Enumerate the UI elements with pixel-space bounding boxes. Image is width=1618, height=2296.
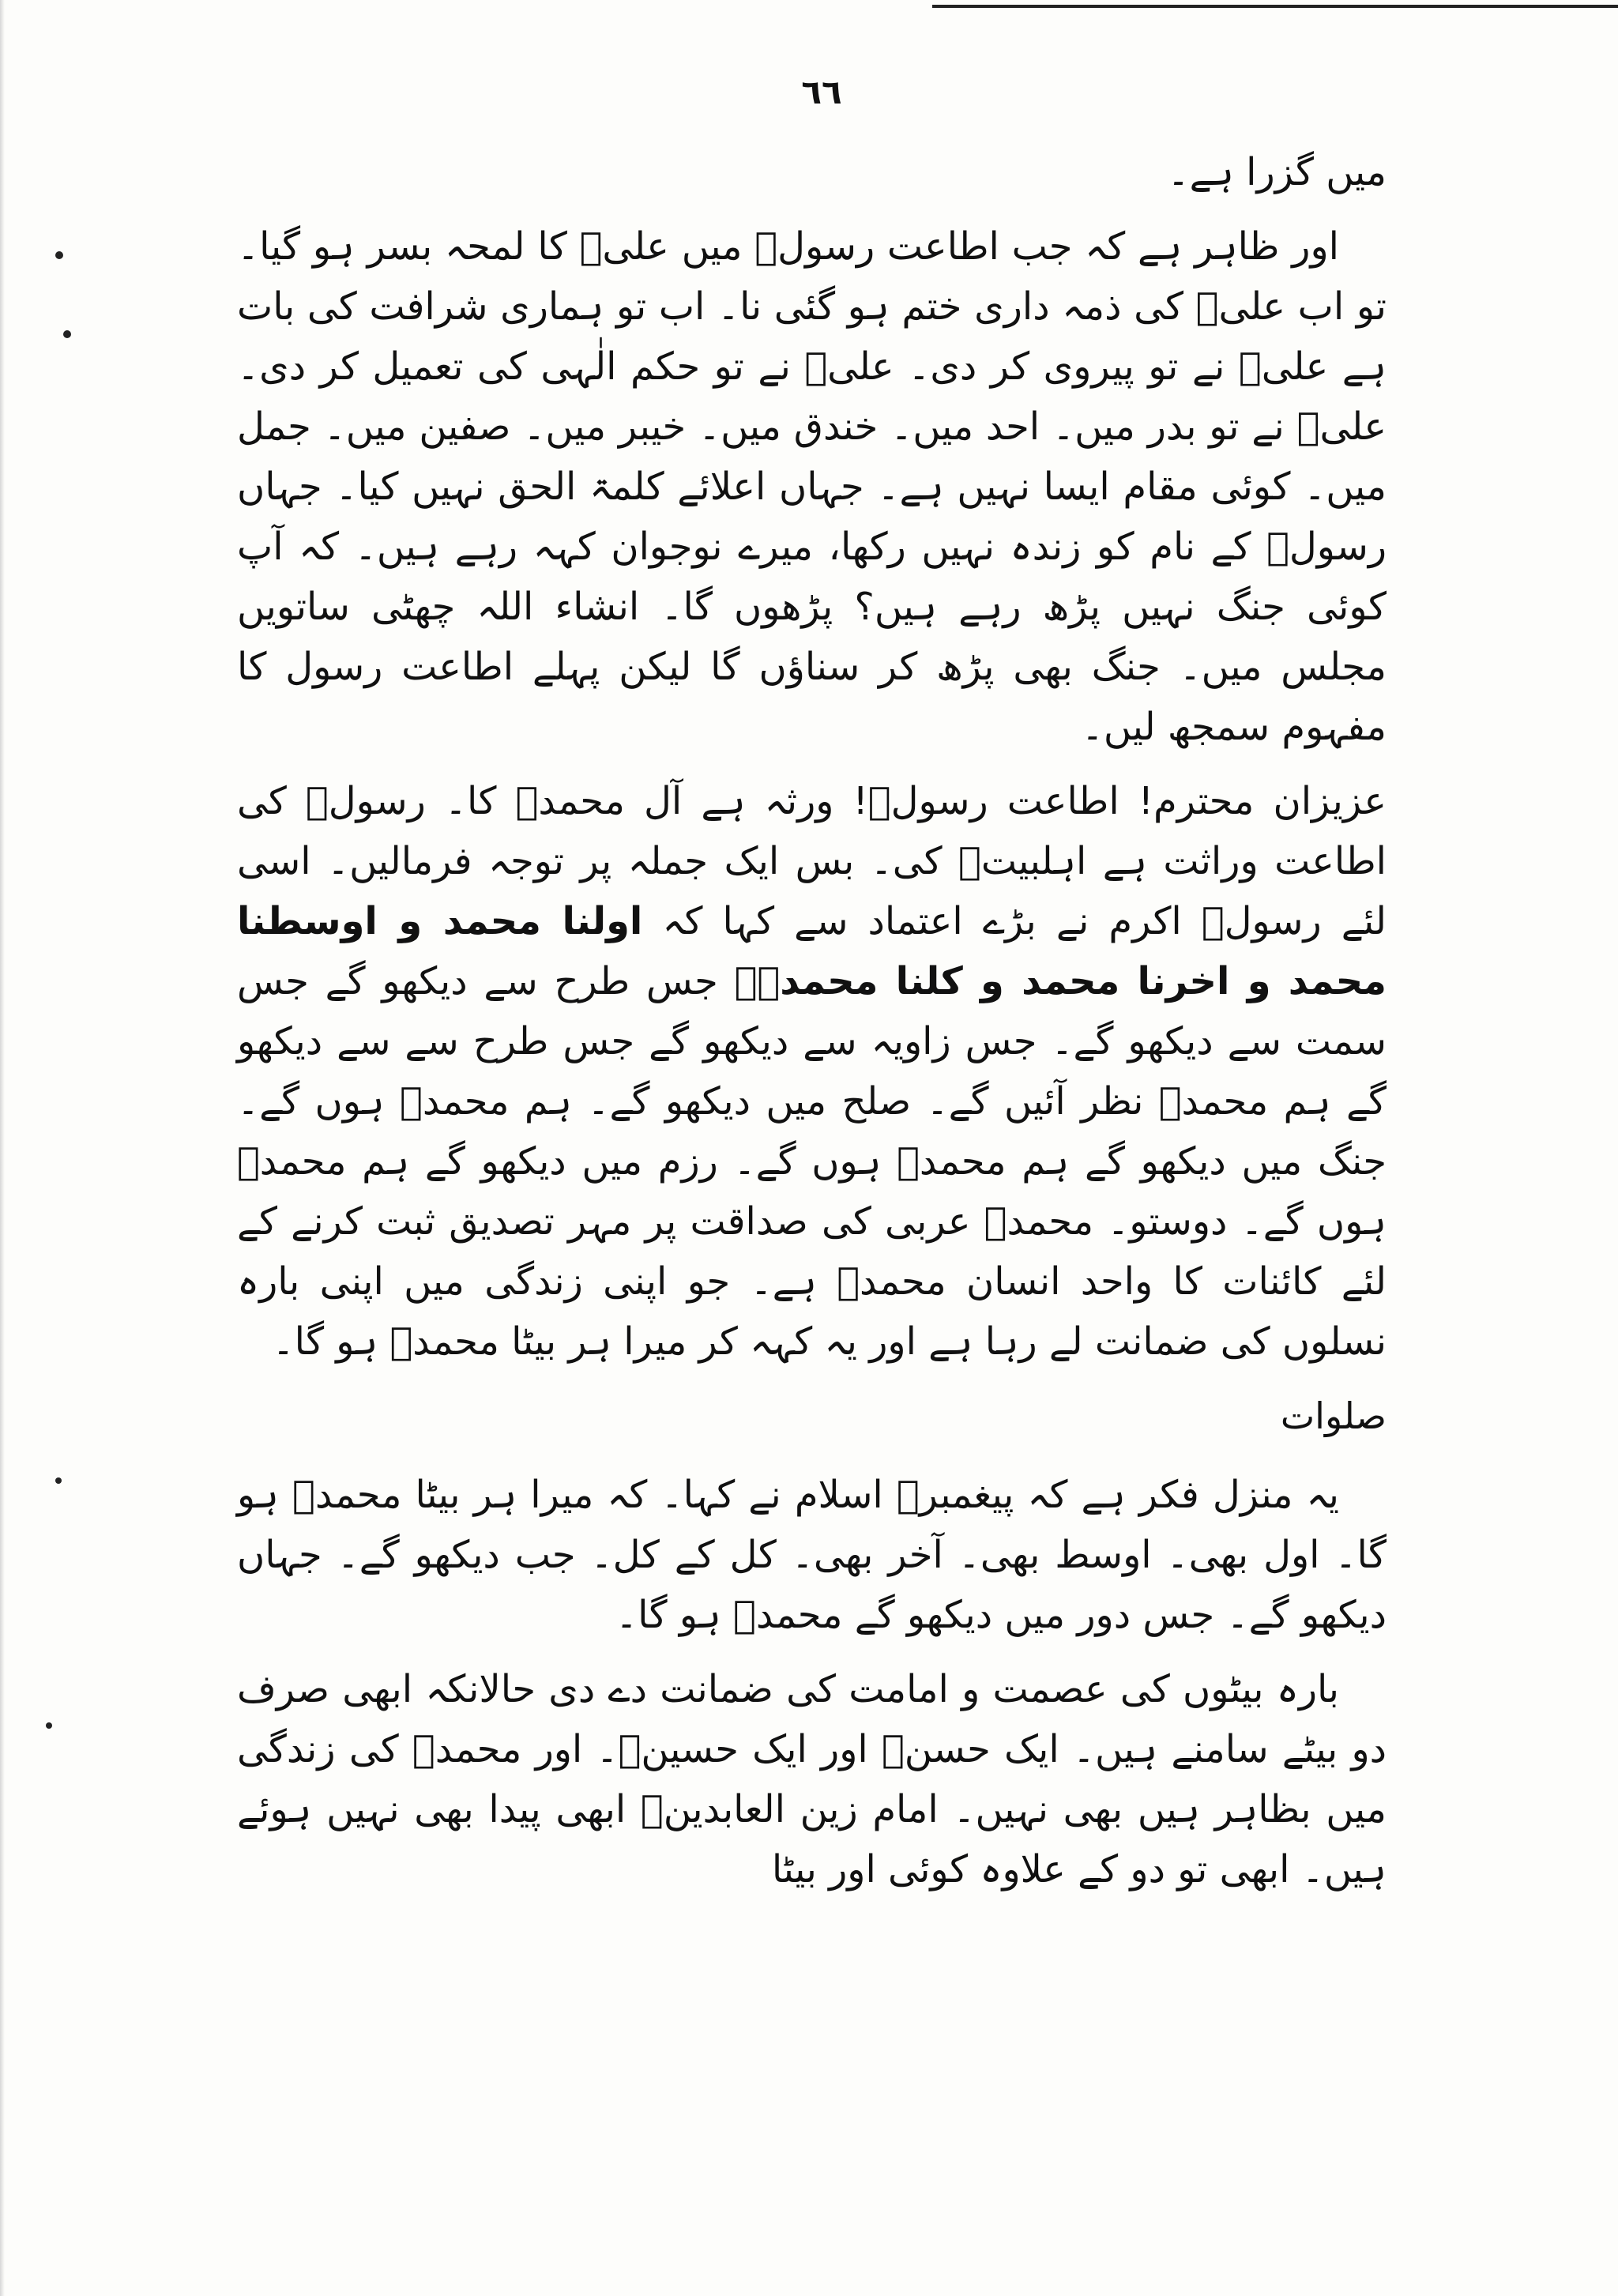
paragraph-3-intro: عزیزان محترم! اطاعت رسولؐ! ورثہ ہے آل محمدؐ کا۔ رسولؐ کی اطاعت وراثت ہے اہلبیتؑ کی۔ بس ایک جملہ پر توجہ فرمالیں۔ اسی لئے رسولؐ اکرم نے بڑے اعتماد سے کہا کہ	[237, 779, 1387, 943]
scan-speck	[63, 330, 71, 338]
scan-speck	[46, 1722, 52, 1729]
paragraph-3-rest: جس طرح سے دیکھو گے جس سمت سے دیکھو گے۔ جس زاویہ سے دیکھو گے جس طرح سے سے دیکھو گے ہم محمدؐ نظر آئیں گے۔ صلح میں دیکھو گے۔ ہم محمدؐ ہوں گے۔ جنگ میں دیکھو گے ہم محمدؐ ہوں گے۔ رزم میں دیکھو گے ہم محمدؐ ہوں گے۔ دوستو۔ محمدؐ عربی کی صداقت پر مہر تصدیق ثبت کرنے کے لئے کائنات کا واحد انسان محمدؐ ہے۔ جو اپنی زندگی میں اپنی بارہ نسلوں کی ضمانت لے رہا ہے اور یہ کہہ کر میرا ہر بیٹا محمدؐ ہو گا۔	[237, 959, 1387, 1364]
arabic-quote: اولنا محمد و اوسطنا محمد و اخرنا محمد و کلنا محمدؐ۔	[237, 899, 1387, 1003]
page-number: ٦٦	[801, 73, 842, 111]
page-edge-shadow	[0, 0, 5, 2296]
paragraph-3	[237, 771, 1387, 1372]
paragraph-1: میں گزرا ہے۔	[1167, 150, 1387, 194]
paragraph-5: بارہ بیٹوں کی عصمت و امامت کی ضمانت دے دی حالانکہ ابھی صرف دو بیٹے سامنے ہیں۔ ایک حسنؑ اور ایک حسینؑ۔ اور محمدؐ کی زندگی میں بظاہر ہیں بھی نہیں۔ امام زین العابدینؑ ابھی پیدا بھی نہیں ہوئے ہیں۔ ابھی تو دو کے علاوہ کوئی اور بیٹا	[237, 1667, 1387, 1891]
salawat-line: صلوات	[1280, 1395, 1387, 1437]
page-text	[237, 142, 1387, 1914]
scan-speck	[55, 1477, 62, 1484]
scan-speck	[55, 251, 63, 259]
paragraph-4: یہ منزل فکر ہے کہ پیغمبرؐ اسلام نے کہا۔ کہ میرا ہر بیٹا محمدؐ ہو گا۔ اول بھی۔ اوسط بھی۔ آخر بھی۔ کل کے کل۔ جب دیکھو گے۔ جہاں دیکھو گے۔ جس دور میں دیکھو گے محمدؐ ہو گا۔	[237, 1473, 1387, 1637]
top-rule	[932, 5, 1618, 8]
paragraph-2: اور ظاہر ہے کہ جب اطاعت رسولؐ میں علیؑ کا لمحہ بسر ہو گیا۔ تو اب علیؑ کی ذمہ داری ختم ہو گئی نا۔ اب تو ہماری شرافت کی بات ہے علیؑ نے تو پیروی کر دی۔ علیؑ نے تو حکم الٰہی کی تعمیل کر دی۔ علیؑ نے تو بدر میں۔ احد میں۔ خندق میں۔ خیبر میں۔ صفین میں۔ جمل میں۔ کوئی مقام ایسا نہیں ہے۔ جہاں اعلائے کلمۃ الحق نہیں کیا۔ جہاں رسولؐ کے نام کو زندہ نہیں رکھا، میرے نوجوان کہہ رہے ہیں۔ کہ آپ کوئی جنگ نہیں پڑھ رہے ہیں؟ پڑھوں گا۔ انشاء اللہ چھٹی ساتویں مجلس میں۔ جنگ بھی پڑھ کر سناؤں گا لیکن پہلے اطاعت رسول کا مفہوم سمجھ لیں۔	[237, 224, 1387, 749]
